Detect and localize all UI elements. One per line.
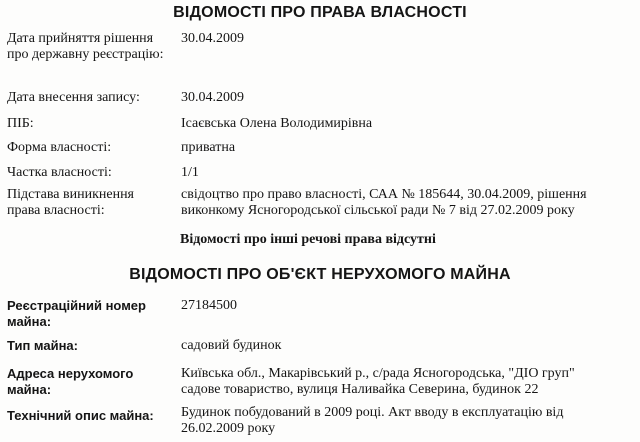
owner-name-label: ПІБ: (7, 116, 34, 131)
ownership-form-label: Форма власності: (7, 140, 112, 155)
decision-date-value: 30.04.2009 (181, 31, 244, 46)
technical-description-value-line2: 26.02.2009 року (181, 421, 276, 436)
ownership-basis-value-line1: свідоцтво про право власності, САА № 185644, 30.04.2009, рішення (181, 187, 587, 202)
ownership-share-value: 1/1 (181, 165, 199, 180)
property-type-value: садовий будинок (181, 338, 282, 353)
ownership-form-value: приватна (181, 140, 236, 155)
technical-description-label: Технічний опис майна: (7, 408, 154, 423)
property-address-value-line2: садове товариство, вулиця Наливайка Северина, будинок 22 (181, 382, 539, 397)
property-address-label: Адреса нерухомого майна: (7, 366, 134, 397)
property-type-label: Тип майна: (7, 338, 78, 353)
rights-section-title: ВІДОМОСТІ ПРО ПРАВА ВЛАСНОСТІ (173, 4, 467, 21)
property-address-value-line1: Київська обл., Макарівський р., с/рада Ясногородська, "ДІО груп" (181, 366, 575, 381)
entry-date-label: Дата внесення запису: (7, 90, 140, 105)
ownership-basis-label: Підстава виникнення права власності: (7, 187, 134, 218)
owner-name-value: Ісаєвська Олена Володимирівна (181, 116, 373, 131)
ownership-basis-value-line2: виконкому Ясногородської сільської ради № 7 від 27.02.2009 року (181, 203, 575, 218)
registration-number-label: Реєстраційний номер майна: (7, 298, 146, 329)
entry-date-value: 30.04.2009 (181, 90, 244, 105)
object-section-title: ВІДОМОСТІ ПРО ОБ'ЄКТ НЕРУХОМОГО МАЙНА (129, 266, 511, 283)
registration-number-value: 27184500 (181, 298, 237, 313)
ownership-share-label: Частка власності: (7, 165, 112, 180)
other-rights-notice: Відомості про інші речові права відсутні (180, 232, 436, 247)
decision-date-label: Дата прийняття рішення про державну реєстрацію: (7, 31, 164, 62)
technical-description-value-line1: Будинок побудований в 2009 році. Акт вводу в експлуатацію від (181, 405, 564, 420)
